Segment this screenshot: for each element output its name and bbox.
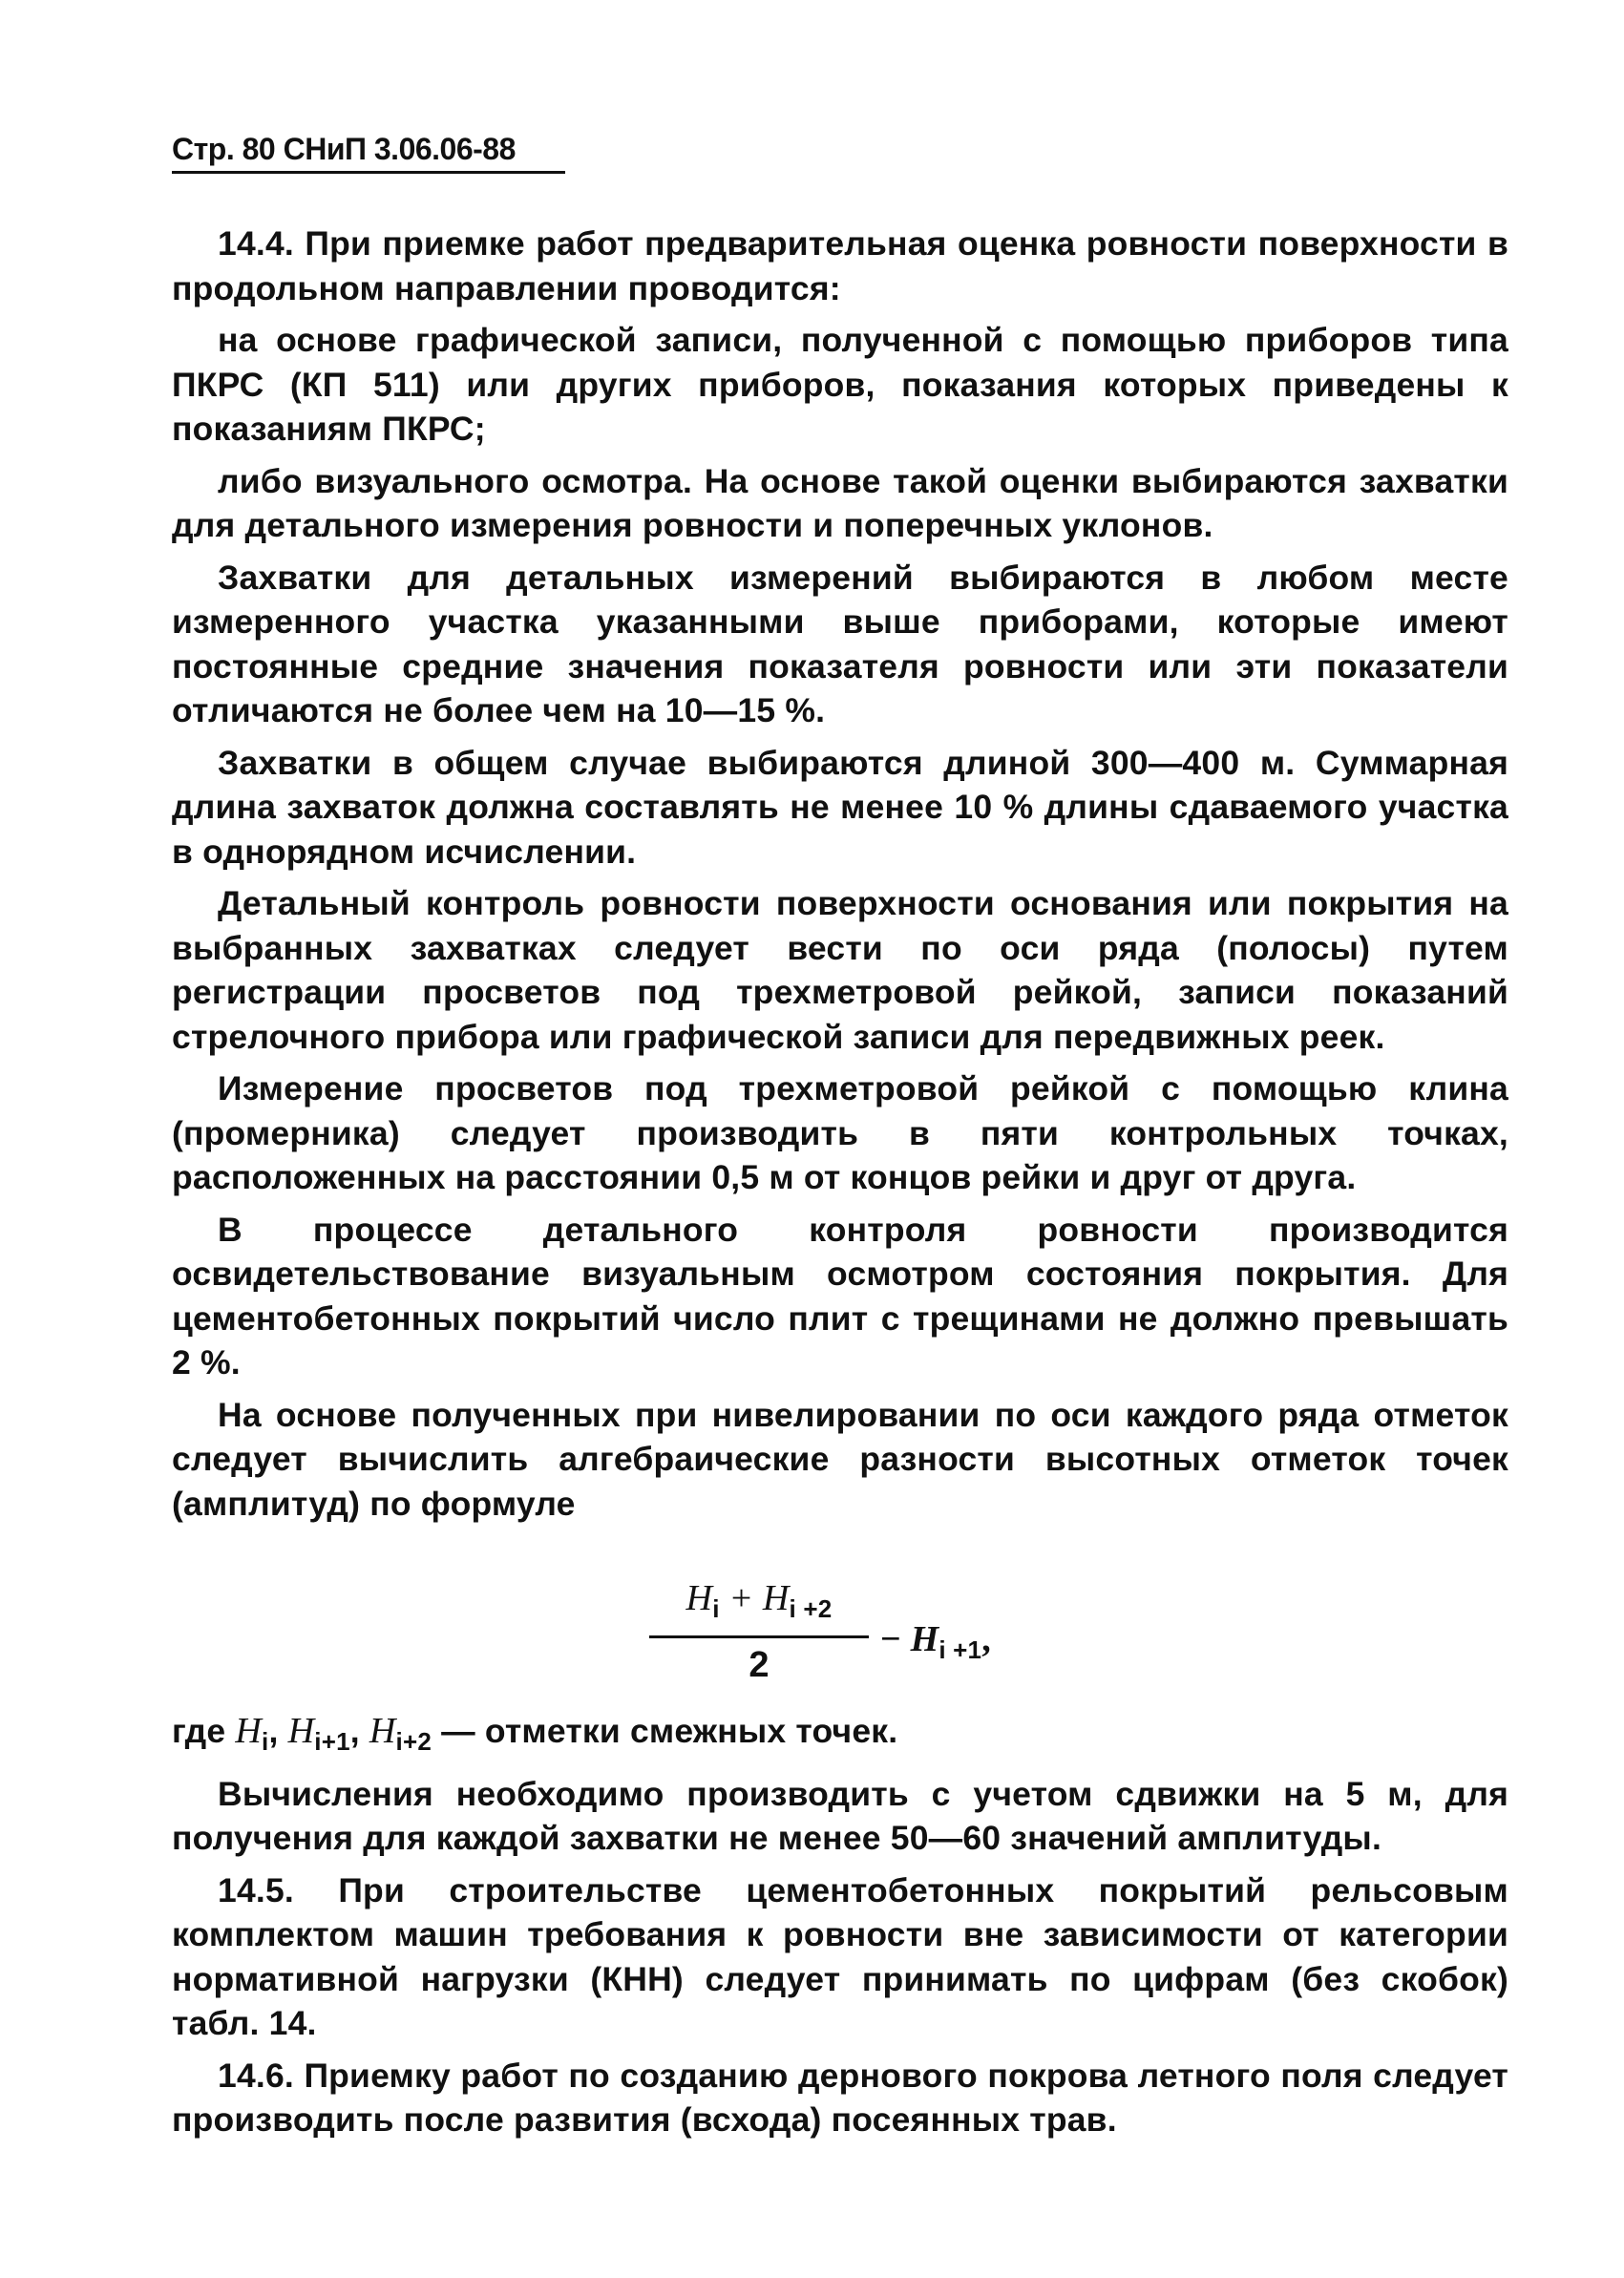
clause-number: 14.4. <box>218 224 294 263</box>
paragraph-text: Захватки для детальных измерений выбираются в любом месте измеренного участка указанными выше приборами, которые имеют постоянные средние значения показателя ровности или эти показатели отличаются не более чем на 10—15 %. <box>172 558 1508 729</box>
paragraph <box>172 459 1508 548</box>
paragraph-text: В процессе детального контроля ровности производится освидетельствование визуальным осмотром состояния покрытия. Для цементобетонных покрытий число плит с трещинами не должно превышать 2 %. <box>172 1210 1508 1382</box>
paragraph-text: либо визуального осмотра. На основе такой оценки выбираются захватки для детального измерения ровности и поперечных уклонов. <box>172 461 1508 544</box>
paragraph <box>172 221 1508 310</box>
amplitude-formula <box>172 1560 1508 1703</box>
paragraph-text: При приемке работ предварительная оценка ровности поверхности в продольном направлении проводится: <box>172 224 1508 307</box>
paragraph <box>172 1066 1508 1200</box>
clause-number: 14.5. <box>218 1870 294 1909</box>
paragraph <box>172 1208 1508 1385</box>
paragraph <box>172 1868 1508 2046</box>
formula-legend: где $H_i$, $H_{i+1}$, $H_{i+2}$ — отметки смежных точек. <box>172 1711 898 1756</box>
paragraph-text: Измерение просветов под трехметровой рейкой с помощью клина (промерника) следует производить в пяти контрольных точках, расположенных на расстоянии 0,5 м от концов рейки и друг от друга. <box>172 1069 1508 1196</box>
paragraph <box>172 556 1508 733</box>
paragraph <box>172 1772 1508 1861</box>
formula-fraction <box>649 1571 869 1692</box>
paragraph-text: Детальный контроль ровности поверхности основания или покрытия на выбранных захватках следует вести по оси ряда (полосы) путем регистрации просветов под трехметровой рейкой, записи показаний стрелочного прибора или графической записи для передвижных реек. <box>172 884 1508 1056</box>
paragraph-text: Вычисления необходимо производить с учетом сдвижки на 5 м, для получения для каждой захватки не менее 50—60 значений амплитуды. <box>172 1774 1508 1857</box>
paragraph-text: на основе графической записи, полученной с помощью приборов типа ПКРС (КП 511) или других приборов, показания которых приведены к показаниям ПКРС; <box>172 321 1508 448</box>
document-body <box>172 221 1508 2150</box>
formula-numerator: $H_i + H_{i +2}$ <box>685 1578 833 1623</box>
paragraph <box>172 881 1508 1059</box>
formula-remainder: − $H_{i +1}$, <box>880 1619 991 1664</box>
page-header: Стр. 80 СНиП 3.06.06-88 <box>172 132 565 174</box>
clause-number: 14.6. <box>218 2056 294 2095</box>
paragraph-text: На основе полученных при нивелировании по оси каждого ряда отметок следует вычислить алгебраические разности высотных отметок точек (амплитуд) по формуле <box>172 1395 1508 1523</box>
paragraph-text: Захватки в общем случае выбираются длиной 300—400 м. Суммарная длина захваток должна составлять не менее 10 % длины сдаваемого участка в однорядном исчислении. <box>172 743 1508 871</box>
paragraph <box>172 1393 1508 1527</box>
paragraph <box>172 318 1508 452</box>
paragraph-text: Приемку работ по созданию дернового покрова летного поля следует производить после развития (всхода) посеянных трав. <box>172 2056 1508 2139</box>
paragraph-text: При строительстве цементобетонных покрытий рельсовым комплектом машин требования к ровности вне зависимости от категории нормативной нагрузки (КНН) следует принимать по цифрам (без скобок) табл. 14. <box>172 1870 1508 2042</box>
formula-denominator: 2 <box>749 1645 770 1685</box>
paragraph <box>172 741 1508 875</box>
paragraph <box>172 2054 1508 2142</box>
